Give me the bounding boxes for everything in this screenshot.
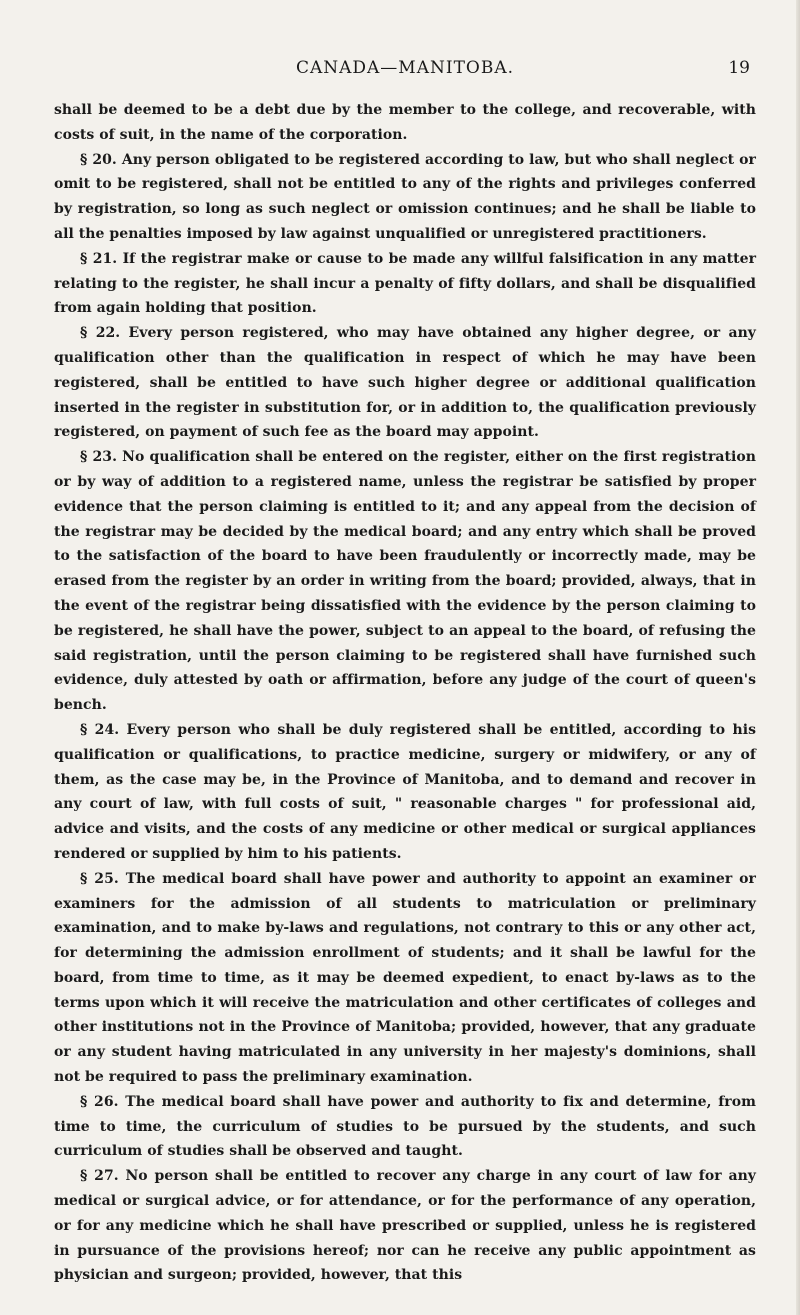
section-26: § 26. The medical board shall have power and authority to fix and determine, from time to time, the curriculum of studies to be pursued by the students, and such curriculum of studies shall be observed and taught. [54, 1093, 756, 1160]
section-25: § 25. The medical board shall have power and authority to appoint an examiner or examiners for the admission of all students to matriculation or preliminary examination, and to make by-laws and regulations, not contrary to this or any other act, for determining the admission enrollment of students; and it shall be lawful for the board, from time to time, as it may be deemed expedient, to enact by-laws as to the terms upon which it will receive the matriculation and other certificates of colleges and other institutions not in the Province of Manitoba; provided, however, that any graduate or any student having matriculated in any university in her majesty's dominions, shall not be required to pass the preliminary examination. [54, 870, 756, 1086]
section-27: § 27. No person shall be entitled to recover any charge in any court of law for any medical or surgical advice, or for attendance, or for the performance of any operation, or for any medicine which he shall have prescribed or supplied, unless he is registered in pursuance of the provisions hereof; nor can he receive any public appointment as physician and surgeon; provided, however, that this [54, 1168, 756, 1284]
running-title: CANADA—MANITOBA. [295, 58, 515, 78]
section-20: § 20. Any person obligated to be registered according to law, but who shall neglect or omit to be registered, shall not be entitled to any of the rights and privileges conferred by registration, so long as such neglect or omission continues; and he shall be liable to all the penalties imposed by law against unqualified or unregistered practitioners. [54, 151, 756, 242]
section-22: § 22. Every person registered, who may have obtained any higher degree, or any qualification other than the qualification in respect of which he may have been registered, shall be entitled to have such higher degree or additional qualification inserted in the register in substitution for, or in addition to, the qualification previously registered, on payment of such fee as the board may appoint. [54, 325, 756, 441]
section-24: § 24. Every person who shall be duly registered shall be entitled, according to his qualification or qualifications, to practice medicine, surgery or midwifery, or any of them, as the case may be, in the Province of Manitoba, and to demand and recover in any court of law, with full costs of suit, " reasonable charges " for professional aid, advice and visits, and the costs of any medicine or other medical or surgical appliances rendered or supplied by him to his patients. [54, 721, 756, 862]
body-text [54, 98, 756, 1288]
running-header [54, 58, 756, 88]
page-number: 19 [728, 58, 750, 78]
paragraph-continuation: shall be deemed to be a debt due by the member to the college, and recoverable, with costs of suit, in the name of the corporation. [54, 102, 756, 143]
section-23: § 23. No qualification shall be entered on the register, either on the first registration or by way of addition to a registered name, unless the registrar be satisfied by proper evidence that the person claiming is entitled to it; and any appeal from the decision of the registrar may be decided by the medical board; and any entry which shall be proved to the satisfaction of the board to have been fraudulently or incorrectly made, may be erased from the register by an order in writing from the board; provided, always, that in the event of the registrar being dissatisfied with the evidence by the person claiming to be registered, he shall have the power, subject to an appeal to the board, of refusing the said registration, until the person claiming to be registered shall have furnished such evidence, duly attested by oath or affirmation, before any judge of the court of queen's bench. [54, 449, 756, 714]
section-21: § 21. If the registrar make or cause to be made any willful falsification in any matter relating to the register, he shall incur a penalty of fifty dollars, and shall be disqualified from again holding that position. [54, 250, 756, 317]
